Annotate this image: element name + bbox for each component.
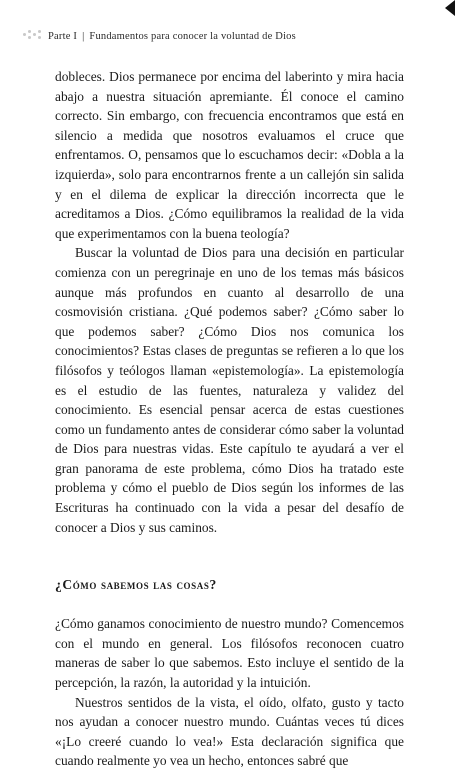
running-head-separator: | — [82, 30, 85, 42]
body-paragraph: Nuestros sentidos de la vista, el oído, olfato, gusto y tacto nos ayudan a conocer nuestro mundo. Cuántas veces tú dices «¡Lo creeré cuando lo vea!» Esta declaración significa que cuando realmente yo vea un hecho, entonces sabré que — [55, 694, 404, 769]
page-corner-arrow-icon — [445, 0, 455, 16]
running-head — [22, 30, 296, 42]
page-body — [55, 67, 404, 771]
running-head-title: Fundamentos para conocer la voluntad de Dios — [89, 30, 296, 42]
body-paragraph: Buscar la voluntad de Dios para una decisión en particular comienza con un peregrinaje en uno de los temas más básicos aunque más profundos en cuanto al desarrollo de una cosmovisión cristiana. ¿Qué podemos saber? ¿Cómo saber lo que podemos saber? ¿Cómo Dios nos comunica los conocimientos? Estas clases de preguntas se refieren a lo que los filósofos y teólogos llaman «epistemología». La epistemología es el estudio de las fuentes, naturaleza y validez del conocimiento. Es esencial pensar acerca de estas cuestiones como un fundamento antes de considerar cómo saber la voluntad de Dios para nuestras vidas. Este capítulo te ayudará a ver el gran panorama de este problema, cómo Dios ha tratado este problema y cómo el pueblo de Dios según los informes de las Escrituras ha continuado con la vida a pesar del desafío de conocer a Dios y sus caminos. — [55, 245, 404, 535]
body-paragraph: ¿Cómo ganamos conocimiento de nuestro mundo? Comencemos con el mundo en general. Los filósofos reconocen cuatro maneras de saber lo que sabemos. Esto incluye el sentido de la percepción, la razón, la autoridad y la intuición. — [55, 616, 404, 691]
part-label: Parte I — [48, 30, 78, 42]
ornament-icon — [22, 30, 44, 42]
body-paragraph: dobleces. Dios permanece por encima del laberinto y mira hacia abajo a nuestra situación apremiante. Él conoce el camino correcto. Sin embargo, con frecuencia encontramos que está en silencio a medida que nosotros evaluamos el cruce que enfrentamos. O, pensamos que lo escuchamos decir: «Dobla a la izquierda», solo para encontrarnos frente a un callejón sin salida y en el dilema de explicar la dirección incorrecta que le acreditamos a Dios. ¿Cómo equilibramos la realidad de la vida que experimentamos con la buena teología? — [55, 69, 404, 241]
section-heading: ¿Cómo sabemos las cosas? — [55, 577, 217, 593]
